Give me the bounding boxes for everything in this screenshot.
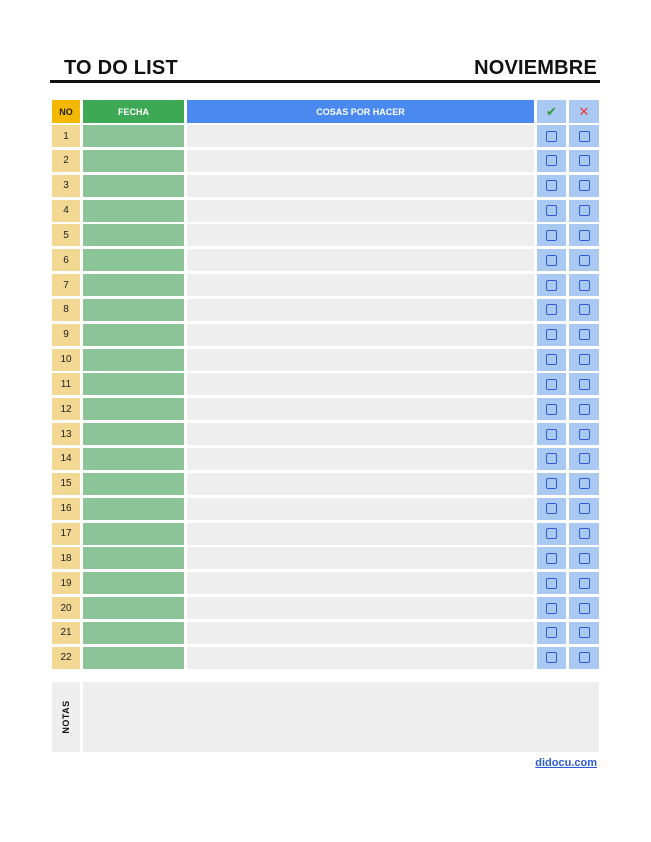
done-checkbox-icon[interactable]: [546, 155, 557, 166]
table-row: [52, 597, 599, 619]
date-cell[interactable]: [83, 349, 184, 371]
task-cell[interactable]: [187, 349, 534, 371]
cancel-cell: [569, 324, 599, 346]
date-cell[interactable]: [83, 249, 184, 271]
cancel-checkbox-icon[interactable]: [579, 379, 590, 390]
task-cell[interactable]: [187, 547, 534, 569]
task-cell[interactable]: [187, 423, 534, 445]
table-row: [52, 547, 599, 569]
cancel-checkbox-icon[interactable]: [579, 429, 590, 440]
date-cell[interactable]: [83, 622, 184, 644]
header-date: FECHA: [83, 100, 184, 123]
brand-link[interactable]: didocu.com: [535, 757, 597, 769]
date-cell[interactable]: [83, 373, 184, 395]
task-cell[interactable]: [187, 622, 534, 644]
done-cell: [537, 448, 566, 470]
table-row: [52, 622, 599, 644]
done-cell: [537, 299, 566, 321]
done-checkbox-icon[interactable]: [546, 603, 557, 614]
row-number: 22: [52, 647, 80, 669]
task-cell[interactable]: [187, 473, 534, 495]
done-checkbox-icon[interactable]: [546, 528, 557, 539]
date-cell[interactable]: [83, 224, 184, 246]
row-number: 6: [52, 249, 80, 271]
row-number: 10: [52, 349, 80, 371]
done-cell: [537, 498, 566, 520]
date-cell[interactable]: [83, 473, 184, 495]
cancel-checkbox-icon[interactable]: [579, 255, 590, 266]
done-checkbox-icon[interactable]: [546, 379, 557, 390]
cancel-checkbox-icon[interactable]: [579, 205, 590, 216]
done-checkbox-icon[interactable]: [546, 205, 557, 216]
done-cell: [537, 324, 566, 346]
cancel-checkbox-icon[interactable]: [579, 280, 590, 291]
row-number: 13: [52, 423, 80, 445]
cancel-checkbox-icon[interactable]: [579, 652, 590, 663]
table-row: [52, 324, 599, 346]
row-number: 2: [52, 150, 80, 172]
todo-table: [52, 100, 599, 672]
notes-area[interactable]: [83, 682, 599, 752]
page-title: TO DO LIST: [64, 57, 178, 79]
date-cell[interactable]: [83, 572, 184, 594]
date-cell[interactable]: [83, 448, 184, 470]
cancel-checkbox-icon[interactable]: [579, 329, 590, 340]
done-checkbox-icon[interactable]: [546, 578, 557, 589]
done-cell: [537, 373, 566, 395]
table-row: [52, 249, 599, 271]
done-cell: [537, 597, 566, 619]
done-checkbox-icon[interactable]: [546, 230, 557, 241]
task-cell[interactable]: [187, 125, 534, 147]
table-row: [52, 523, 599, 545]
task-cell[interactable]: [187, 200, 534, 222]
table-row: [52, 224, 599, 246]
cancel-cell: [569, 423, 599, 445]
cancel-checkbox-icon[interactable]: [579, 453, 590, 464]
row-number: 1: [52, 125, 80, 147]
task-cell[interactable]: [187, 249, 534, 271]
cancel-cell: [569, 125, 599, 147]
table-header-row: [52, 100, 599, 123]
task-cell[interactable]: [187, 299, 534, 321]
table-row: [52, 125, 599, 147]
cancel-checkbox-icon[interactable]: [579, 553, 590, 564]
cancel-cell: [569, 175, 599, 197]
done-checkbox-icon[interactable]: [546, 280, 557, 291]
date-cell[interactable]: [83, 597, 184, 619]
done-cell: [537, 622, 566, 644]
cancel-cell: [569, 224, 599, 246]
done-cell: [537, 150, 566, 172]
task-cell[interactable]: [187, 597, 534, 619]
table-row: [52, 349, 599, 371]
cancel-checkbox-icon[interactable]: [579, 478, 590, 489]
cancel-cell: [569, 473, 599, 495]
cancel-cell: [569, 249, 599, 271]
date-cell[interactable]: [83, 125, 184, 147]
task-cell[interactable]: [187, 175, 534, 197]
date-cell[interactable]: [83, 523, 184, 545]
cancel-checkbox-icon[interactable]: [579, 627, 590, 638]
page-header: [50, 56, 600, 80]
cancel-cell: [569, 349, 599, 371]
row-number: 11: [52, 373, 80, 395]
table-row: [52, 150, 599, 172]
cancel-checkbox-icon[interactable]: [579, 503, 590, 514]
done-cell: [537, 523, 566, 545]
done-checkbox-icon[interactable]: [546, 627, 557, 638]
notes-label-cell: [52, 682, 80, 752]
task-cell[interactable]: [187, 274, 534, 296]
date-cell[interactable]: [83, 647, 184, 669]
table-row: [52, 498, 599, 520]
done-cell: [537, 249, 566, 271]
done-cell: [537, 423, 566, 445]
table-row: [52, 448, 599, 470]
check-icon: ✔: [537, 100, 566, 123]
cancel-checkbox-icon[interactable]: [579, 578, 590, 589]
cancel-checkbox-icon[interactable]: [579, 304, 590, 315]
date-cell[interactable]: [83, 547, 184, 569]
table-body: [52, 125, 599, 669]
table-row: [52, 175, 599, 197]
row-number: 9: [52, 324, 80, 346]
done-cell: [537, 572, 566, 594]
cancel-checkbox-icon[interactable]: [579, 180, 590, 191]
done-cell: [537, 473, 566, 495]
done-cell: [537, 349, 566, 371]
done-checkbox-icon[interactable]: [546, 503, 557, 514]
done-checkbox-icon[interactable]: [546, 131, 557, 142]
month-title: NOVIEMBRE: [474, 57, 597, 79]
task-cell[interactable]: [187, 498, 534, 520]
row-number: 17: [52, 523, 80, 545]
date-cell[interactable]: [83, 423, 184, 445]
table-row: [52, 299, 599, 321]
cancel-cell: [569, 398, 599, 420]
row-number: 19: [52, 572, 80, 594]
cancel-cell: [569, 523, 599, 545]
table-row: [52, 200, 599, 222]
date-cell[interactable]: [83, 398, 184, 420]
done-cell: [537, 647, 566, 669]
cancel-cell: [569, 150, 599, 172]
row-number: 14: [52, 448, 80, 470]
done-checkbox-icon[interactable]: [546, 652, 557, 663]
date-cell[interactable]: [83, 175, 184, 197]
date-cell[interactable]: [83, 299, 184, 321]
row-number: 7: [52, 274, 80, 296]
done-checkbox-icon[interactable]: [546, 329, 557, 340]
done-checkbox-icon[interactable]: [546, 180, 557, 191]
row-number: 15: [52, 473, 80, 495]
header-no: NO: [52, 100, 80, 123]
cancel-cell: [569, 572, 599, 594]
cancel-checkbox-icon[interactable]: [579, 230, 590, 241]
done-checkbox-icon[interactable]: [546, 255, 557, 266]
table-row: [52, 647, 599, 669]
row-number: 12: [52, 398, 80, 420]
task-cell[interactable]: [187, 647, 534, 669]
date-cell[interactable]: [83, 324, 184, 346]
date-cell[interactable]: [83, 150, 184, 172]
cancel-cell: [569, 547, 599, 569]
cancel-cell: [569, 448, 599, 470]
done-checkbox-icon[interactable]: [546, 478, 557, 489]
date-cell[interactable]: [83, 498, 184, 520]
done-checkbox-icon[interactable]: [546, 453, 557, 464]
task-cell[interactable]: [187, 523, 534, 545]
cancel-cell: [569, 622, 599, 644]
done-checkbox-icon[interactable]: [546, 429, 557, 440]
done-checkbox-icon[interactable]: [546, 404, 557, 415]
task-cell[interactable]: [187, 448, 534, 470]
row-number: 8: [52, 299, 80, 321]
cancel-checkbox-icon[interactable]: [579, 155, 590, 166]
row-number: 18: [52, 547, 80, 569]
done-cell: [537, 274, 566, 296]
cancel-cell: [569, 274, 599, 296]
table-row: [52, 572, 599, 594]
table-row: [52, 398, 599, 420]
row-number: 16: [52, 498, 80, 520]
cross-icon: ✕: [569, 100, 599, 123]
row-number: 3: [52, 175, 80, 197]
row-number: 21: [52, 622, 80, 644]
header-divider: [50, 80, 600, 83]
task-cell[interactable]: [187, 398, 534, 420]
cancel-cell: [569, 498, 599, 520]
task-cell[interactable]: [187, 324, 534, 346]
cancel-checkbox-icon[interactable]: [579, 603, 590, 614]
done-cell: [537, 125, 566, 147]
cancel-checkbox-icon[interactable]: [579, 131, 590, 142]
task-cell[interactable]: [187, 224, 534, 246]
done-checkbox-icon[interactable]: [546, 354, 557, 365]
table-row: [52, 473, 599, 495]
date-cell[interactable]: [83, 200, 184, 222]
date-cell[interactable]: [83, 274, 184, 296]
notes-label: NOTAS: [61, 700, 71, 734]
done-cell: [537, 175, 566, 197]
done-checkbox-icon[interactable]: [546, 553, 557, 564]
row-number: 20: [52, 597, 80, 619]
cancel-cell: [569, 299, 599, 321]
row-number: 5: [52, 224, 80, 246]
notes-section: [52, 682, 599, 752]
done-checkbox-icon[interactable]: [546, 304, 557, 315]
cancel-cell: [569, 647, 599, 669]
cancel-cell: [569, 200, 599, 222]
cancel-cell: [569, 373, 599, 395]
cancel-checkbox-icon[interactable]: [579, 354, 590, 365]
done-cell: [537, 547, 566, 569]
table-row: [52, 274, 599, 296]
task-cell[interactable]: [187, 373, 534, 395]
done-cell: [537, 224, 566, 246]
cancel-checkbox-icon[interactable]: [579, 404, 590, 415]
header-task: COSAS POR HACER: [187, 100, 534, 123]
task-cell[interactable]: [187, 572, 534, 594]
table-row: [52, 423, 599, 445]
table-row: [52, 373, 599, 395]
cancel-checkbox-icon[interactable]: [579, 528, 590, 539]
row-number: 4: [52, 200, 80, 222]
done-cell: [537, 200, 566, 222]
cancel-cell: [569, 597, 599, 619]
task-cell[interactable]: [187, 150, 534, 172]
done-cell: [537, 398, 566, 420]
